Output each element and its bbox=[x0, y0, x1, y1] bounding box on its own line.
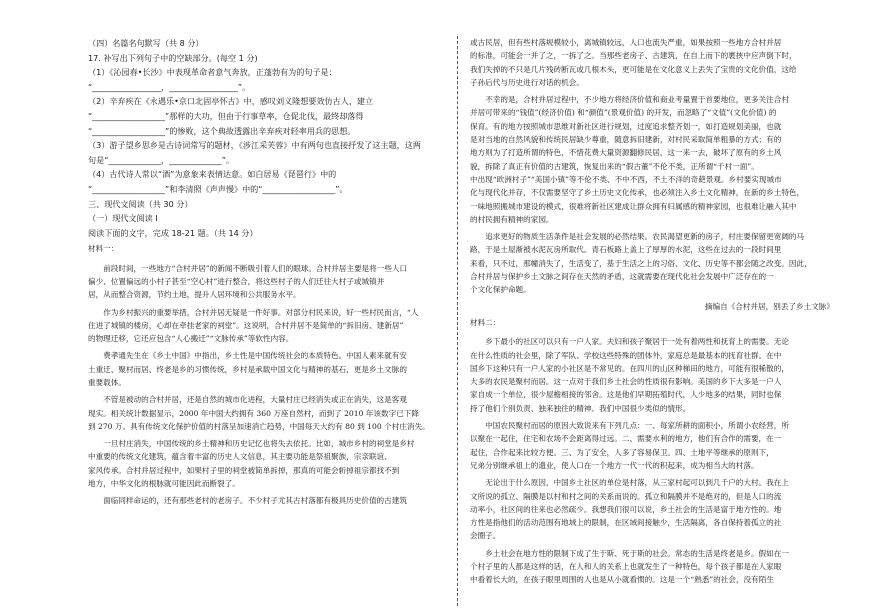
left-column-line: 偏少、位置偏远的小村子甚至“空心村”进行整合，将这些村子的人们迁往大村子或城镇并 bbox=[88, 276, 385, 286]
right-column-line: 会圈子。 bbox=[470, 531, 501, 541]
left-column-line: 阅读下面的文字，完成 18-21 题。（共 14 分） bbox=[88, 227, 258, 238]
right-column-line: 起住，合作起来比较方便。三、为了安全，人多了容易保卫。四、土地平等继承的原则下， bbox=[470, 447, 774, 457]
left-column-line: “__________________”和李清照《声声慢》中的“__________________”。 bbox=[88, 183, 348, 194]
right-column-line: 一味地照搬城市建设的模式，很难将新社区建成让群众拥有归属感的精神家园，也很难让融入其中 bbox=[470, 201, 797, 211]
left-column-line: 到 270 万。具有传统文化保护价值的村落呈加速消亡趋势，中国每天大约有 80 到 100 个村庄消失。 bbox=[88, 421, 430, 431]
left-column-line: 现实。相关统计数据显示，2000 年中国大约拥有 360 万座自然村，而到了 2010 年该数字已下降 bbox=[88, 408, 419, 418]
left-column-line: 土重迁、聚村而居、终老是乡的习惯传统，乡村是承载中国文化与精神的基石，更是乡土文脉的 bbox=[88, 364, 407, 374]
right-column-line: 的村民拥有精神的家园。 bbox=[470, 214, 554, 224]
right-column-line: 大多的农民是聚村而居。这一点对于我们乡土社会的性质很有影响。美国的乡下大多是一户人 bbox=[470, 377, 782, 387]
left-column-line: “_________________，_________________”。 bbox=[88, 81, 251, 92]
right-column-line: 我们失掉的不只是几片残砖断瓦或几根木头，更可能是在文化意义上丢失了宝贵的文化价值，这给 bbox=[470, 64, 797, 74]
right-column-line: 中国农民聚村而居的原因大致说来有下列几点：一、每家所耕的面积小，所谓小农经营，所 bbox=[485, 421, 789, 431]
left-column-line: 住进了城镇的楼房，心却在牵挂老家的祠堂”。这说明，合村并居不是简单的“拆旧房、建新居” bbox=[88, 320, 404, 330]
left-column-line: （四）名篇名句默写（共 8 分） bbox=[88, 38, 204, 48]
left-column-line: “__________________”的惨败，这个典故透露出辛弃疾对轻率用兵的思想。 bbox=[88, 125, 356, 136]
right-column-line: 方性是指他们的活动范围有地域上的限制，在区域间接触少，生活隔离，各自保持着孤立的社 bbox=[470, 518, 782, 528]
left-column-line: 的物理迁移，它还应包含“人心搬迁”“文脉传承”等软性内容。 bbox=[88, 334, 294, 344]
left-column-line: 费孝通先生在《乡土中国》中指出，乡土性是中国传统社会的本质特色。中国人素来就有安 bbox=[103, 351, 407, 361]
left-column-line: （1）《沁园春•长沙》中表现革命者意气奔放，正蓬勃有为的句子是： bbox=[88, 67, 337, 78]
left-column-line: 居，从而整合资源，节约土地，提升人居环境和公共服务水平。 bbox=[88, 290, 301, 300]
left-column-line: 面临同样命运的，还有那些老村的老房子。不少村子尤其古村落都有极具历史价值的古建筑 bbox=[103, 496, 407, 506]
right-column-line: 材料二： bbox=[470, 317, 501, 327]
right-column-line: 动率小，社区间的往来也必然疏少。我想我们很可以说，乡土社会的生活是富于地方性的。地 bbox=[470, 504, 782, 514]
right-column-line: 个村子里的人都是这样的话，在人和人的关系上也就发生了一种特色，每个孩子都是在人家眼 bbox=[470, 561, 782, 571]
right-column-line: 合村并居与保护乡土文脉之间存在天然的矛盾，这就需要在现代化社会发展中广泛存在的一 bbox=[470, 272, 774, 282]
left-column-line: 地方，中华文化的根脉就可能因此而断裂了。 bbox=[88, 479, 240, 489]
right-column-line: 摘编自《合村并居，别丢了乡土文脉》 bbox=[704, 301, 834, 311]
right-column-line: 路，于是土屋渐被水泥瓦房所取代。青石板路上盖上了厚厚的水泥，这些在过去的一段时间里 bbox=[470, 245, 782, 255]
left-column-line: 材料一： bbox=[88, 244, 119, 254]
left-column-line: 家风传承。合村并居过程中，如果村子里的祠堂被简单拆掉，那真的可能会斩掉祖宗都找不到 bbox=[88, 465, 400, 475]
left-column-line: 三、现代文阅读（共 30 分） bbox=[88, 198, 193, 209]
left-column-line: 句是“_____________，_____________”。 bbox=[88, 154, 234, 165]
right-column-line: 保育。有的地方按照城市思维对新社区进行规划，过度追求整齐划一，如打造规划美丽，也就 bbox=[470, 121, 782, 131]
left-column-line: “__________________”那样的大功，但由于行事草率，仓促北伐，最终却落得 bbox=[88, 110, 364, 121]
left-column-line: 作为乡村振兴的重要举措，合村并居无疑是一件好事。对部分村民来说，好一些村民而言，“人 bbox=[103, 307, 419, 317]
right-column-line: 不幸的是，合村并居过程中，不少地方将经济价值和商业考量置于首要地位，更多关注合村 bbox=[485, 95, 789, 105]
left-column-line: 前段时间，一些地方“合村并居”的新闻不断吸引着人们的眼球。合村并居主要是将一些人口 bbox=[103, 263, 408, 273]
right-column-line: 子孙后代与历史进行对话的机会。 bbox=[470, 77, 584, 87]
right-column-line: 以聚在一起住，住宅和农场不会距离得过远。二、需要水利的地方，他们有合作的需要，在一 bbox=[470, 434, 782, 444]
right-column-line: 兄弟分别继承祖上的遗业，使人口在一个地方一代一代的积起来，成为相当大的村落。 bbox=[470, 460, 759, 470]
right-column-line: 文所说的孤立、隔膜是以村和村之间的关系而说的。孤立和隔膜并不是绝对的，但是人口的流 bbox=[470, 491, 782, 501]
right-column-line: 貌，拆除了真正有价值的古建筑，恢复出来的“假古董”不伦不类，正所谓“千村一面”。 bbox=[470, 161, 759, 171]
right-column-line: 是对当地的自然风貌和传统民居缺少尊重，随意拆旧建新，对村民采取简单粗暴的方式；有的 bbox=[470, 135, 782, 145]
left-column-line: 中重要的传统文化建筑，蕴含着丰富的历史人文信息，其主要功能是祭祖聚族，宗亲联谊、 bbox=[88, 452, 392, 462]
right-column-line: 追求更好的物质生活条件是社会发展的必然结果。农民渴望更新的房子，村庄要保留更宽阔的马 bbox=[485, 232, 805, 242]
right-column-line: 的标准，可能会一并了之，一拆了之。当那些老房子、古建筑，在自上而下的裹挟中应声倒下时， bbox=[470, 51, 797, 61]
left-column-line: 重要载体。 bbox=[88, 377, 126, 387]
right-column-line: 家自成一个单位，很少屋檐相接的邻舍。这是他们早期拓殖时代，人少地多的结果，同时也保 bbox=[470, 390, 782, 400]
right-column-line: 并居可带来的“钱值”(经济价值) 和“颜值”(景观价值) 的开发，而忽略了“文值”(文化价值) 的 bbox=[470, 108, 777, 118]
right-column-line: 中看着长大的，在孩子眼里周围的人也是从小就看惯的。这是一个“熟悉”的社会，没有陌生 bbox=[470, 575, 774, 585]
right-column-line: 地方则为了打造所谓的特色，不惜花费大量资源翻修民居，这一来一去，破坏了原有的乡土风 bbox=[470, 148, 782, 158]
left-column-line: （4）古代诗人常以“酒”为意象来表情达意。如白居易《琵琶行》中的 bbox=[88, 169, 337, 180]
right-column-line: 来看，只不过，那幢消失了，生活变了，基于生活之上的习俗、文化、历史等不都会随之改变。因此， bbox=[470, 258, 812, 268]
left-column-line: 一旦村庄消失，中国传统的乡土精神和历史记忆也将失去依托。比如，城市乡村的祠堂是乡村 bbox=[103, 439, 415, 449]
right-column-line: 乡下最小的社区可以只有一户人家。夫妇和孩子聚居于一处有着两性和抚育上的需要。无论 bbox=[485, 337, 789, 347]
right-column-line: 在什么性质的社会里，除了军队、学校这些特殊的团体外，家庭总是最基本的抚育社群。在中 bbox=[470, 350, 782, 360]
left-column-line: （2）辛弃疾在《永遇乐•京口北固亭怀古》中，感叹刘义隆想要效仿古人，建立 bbox=[88, 96, 374, 107]
right-column-line: 或古民居，但有些村落规模较小，离城镇较远，人口也流失严重，如果按照一些地方合村并居 bbox=[470, 38, 782, 47]
column-divider bbox=[457, 36, 458, 606]
right-column-line: 乡土社会在地方性的限制下成了生于斯、死于斯的社会。常态的生活是终老是乡。假如在一 bbox=[485, 548, 789, 558]
right-column-line: 化与现代化并存，不仅需要坚守了乡土历史文化传承，也必须注入乡土文化精神，在新的乡土特色， bbox=[470, 188, 805, 198]
right-column-line: 中出现“欧洲村子”“美国小镇”等不伦不类、不中不西，不土不洋的奇葩景观。乡村要实现城市 bbox=[470, 174, 782, 184]
right-column-line: 无论出于什么原因，中国乡土社区的单位是村落，从三家村起可以到几千户的大村。我在上 bbox=[485, 478, 789, 488]
left-column-line: 17. 补写出下列句子中的空缺部分。(每空 1 分) bbox=[88, 52, 258, 63]
left-column-line: （3）游子望乡思乡是古诗词常写的题材，《涉江采芙蓉》中有两句也直接抒发了这主题，这两 bbox=[88, 140, 421, 151]
left-column-line: （一）现代文阅读 I bbox=[88, 213, 158, 224]
right-column-line: 国乡下这种只有一户人家的小社区是不常见的。在四川的山区种梯田的地方，可能有很稀散的， bbox=[470, 363, 789, 373]
left-column-line: 不管是被动的合村并居，还是自然的城市化进程，大量村庄已经消失或正在消失，这是客观 bbox=[103, 395, 407, 405]
right-column bbox=[470, 36, 838, 608]
left-column bbox=[88, 36, 456, 608]
right-column-line: 个文化保护命题。 bbox=[470, 285, 531, 295]
right-column-line: 持了他们个别负责、独来独往的精神。我们中国很少类似的情形。 bbox=[470, 403, 691, 413]
